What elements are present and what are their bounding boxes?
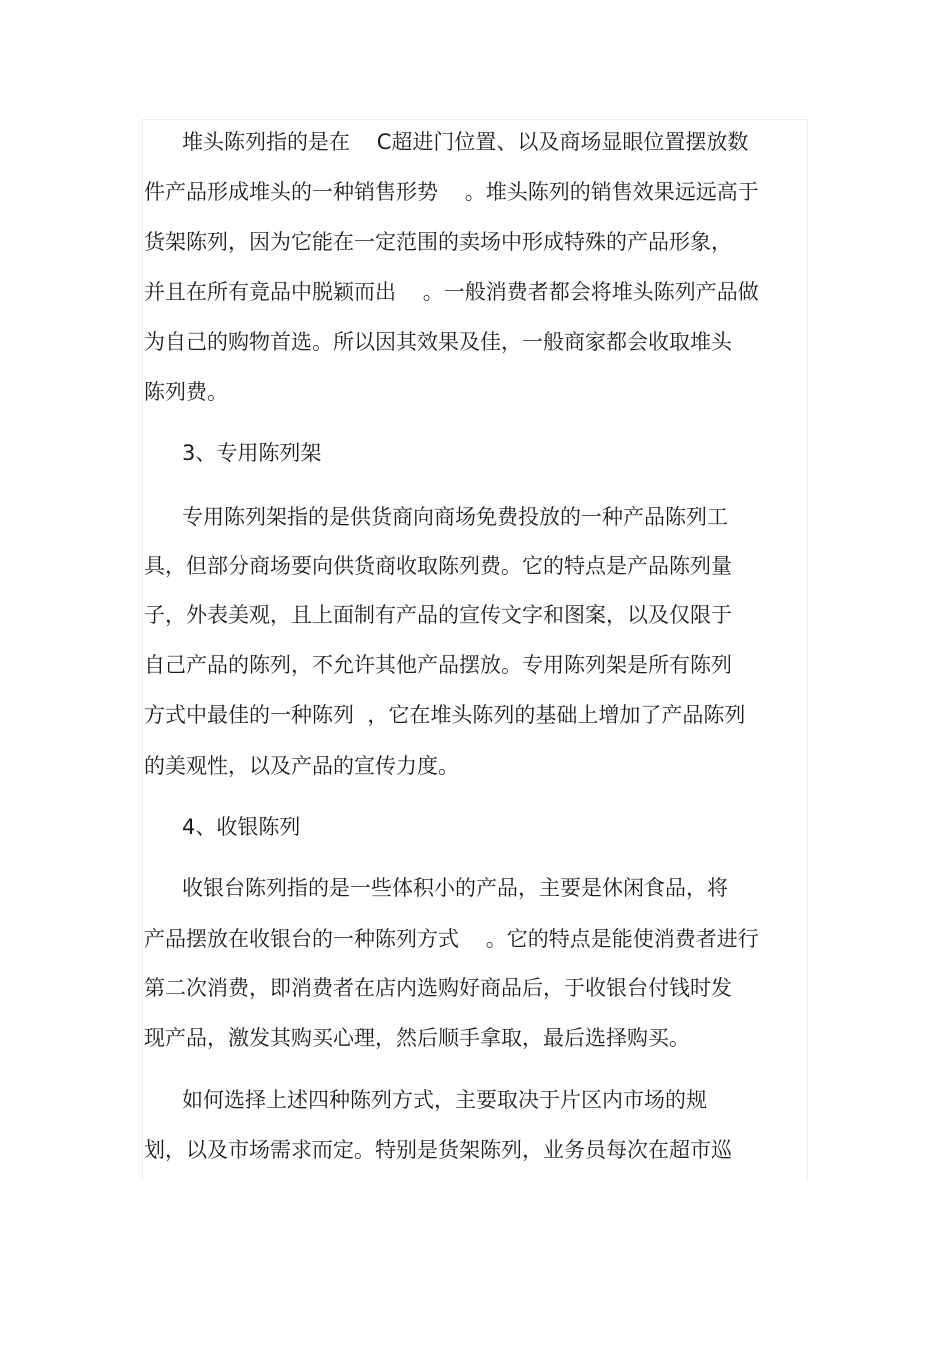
text-line: 子，外表美观，且上面制有产品的宣传文字和图案，以及仅限于 [144, 603, 732, 627]
text-line: 划，以及市场需求而定。特别是货架陈列，业务员每次在超市巡 [144, 1138, 732, 1162]
text-line: 为自己的购物首选。所以因其效果及佳，一般商家都会收取堆头 [144, 330, 732, 354]
text-line: 货架陈列，因为它能在一定范围的卖场中形成特殊的产品形象， [144, 230, 732, 254]
text-line: 专用陈列架指的是供货商向商场免费投放的一种产品陈列工 [182, 505, 728, 529]
text-line: 如何选择上述四种陈列方式，主要取决于片区内市场的规 [182, 1088, 707, 1112]
text-line: 件产品形成堆头的一种销售形势 。堆头陈列的销售效果远远高于 [144, 180, 759, 204]
text-line: 陈列费。 [144, 380, 228, 404]
section-heading: 3、专用陈列架 [182, 441, 322, 465]
text-line: 方式中最佳的一种陈列 ，它在堆头陈列的基础上增加了产品陈列 [144, 703, 746, 727]
text-line: 产品摆放在收银台的一种陈列方式 。它的特点是能使消费者进行 [144, 927, 759, 951]
text-line: 第二次消费，即消费者在店内选购好商品后，于收银台付钱时发 [144, 976, 732, 1000]
section-heading: 4、收银陈列 [182, 815, 301, 839]
text-line: 的美观性，以及产品的宣传力度。 [144, 754, 459, 778]
text-line: 现产品，激发其购买心理，然后顺手拿取，最后选择购买。 [144, 1026, 690, 1050]
text-line: 并且在所有竟品中脱颖而出 。一般消费者都会将堆头陈列产品做 [144, 280, 759, 304]
text-line: 收银台陈列指的是一些体积小的产品，主要是休闲食品，将 [182, 876, 728, 900]
text-line: 堆头陈列指的是在 C超进门位置、以及商场显眼位置摆放数 [182, 130, 749, 154]
text-line: 具，但部分商场要向供货商收取陈列费。它的特点是产品陈列量 [144, 554, 732, 578]
text-line: 自己产品的陈列，不允许其他产品摆放。专用陈列架是所有陈列 [144, 653, 732, 677]
